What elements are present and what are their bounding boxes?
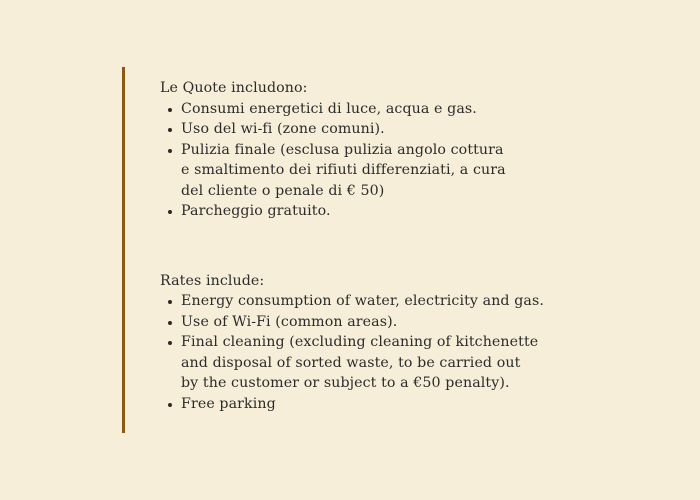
- heading-english: Rates include:: [160, 272, 265, 289]
- section-english: [160, 271, 560, 415]
- section-italian: [160, 78, 560, 222]
- list-item: Final cleaning (excluding cleaning of kitchenette and disposal of sorted waste, to be carried out by the customer or subject to a €50 penalty).: [160, 332, 541, 394]
- list-item: Energy consumption of water, electricity and gas.: [160, 291, 560, 312]
- list-italian: [160, 99, 560, 222]
- heading-italian: Le Quote includono:: [160, 80, 308, 96]
- list-item: Use of Wi-Fi (common areas).: [160, 312, 560, 333]
- list-item: Uso del wi-fi (zone comuni).: [160, 119, 560, 140]
- list-item: Consumi energetici di luce, acqua e gas.: [160, 99, 560, 120]
- list-item: Free parking: [160, 394, 560, 415]
- accent-bar: [122, 67, 125, 433]
- list-english: [160, 291, 560, 414]
- list-item: Pulizia finale (esclusa pulizia angolo cottura e smaltimento dei rifiuti differenziati, a cura del cliente o penale di € 50): [160, 140, 511, 202]
- rates-content: [160, 78, 560, 414]
- list-item: Parcheggio gratuito.: [160, 201, 560, 222]
